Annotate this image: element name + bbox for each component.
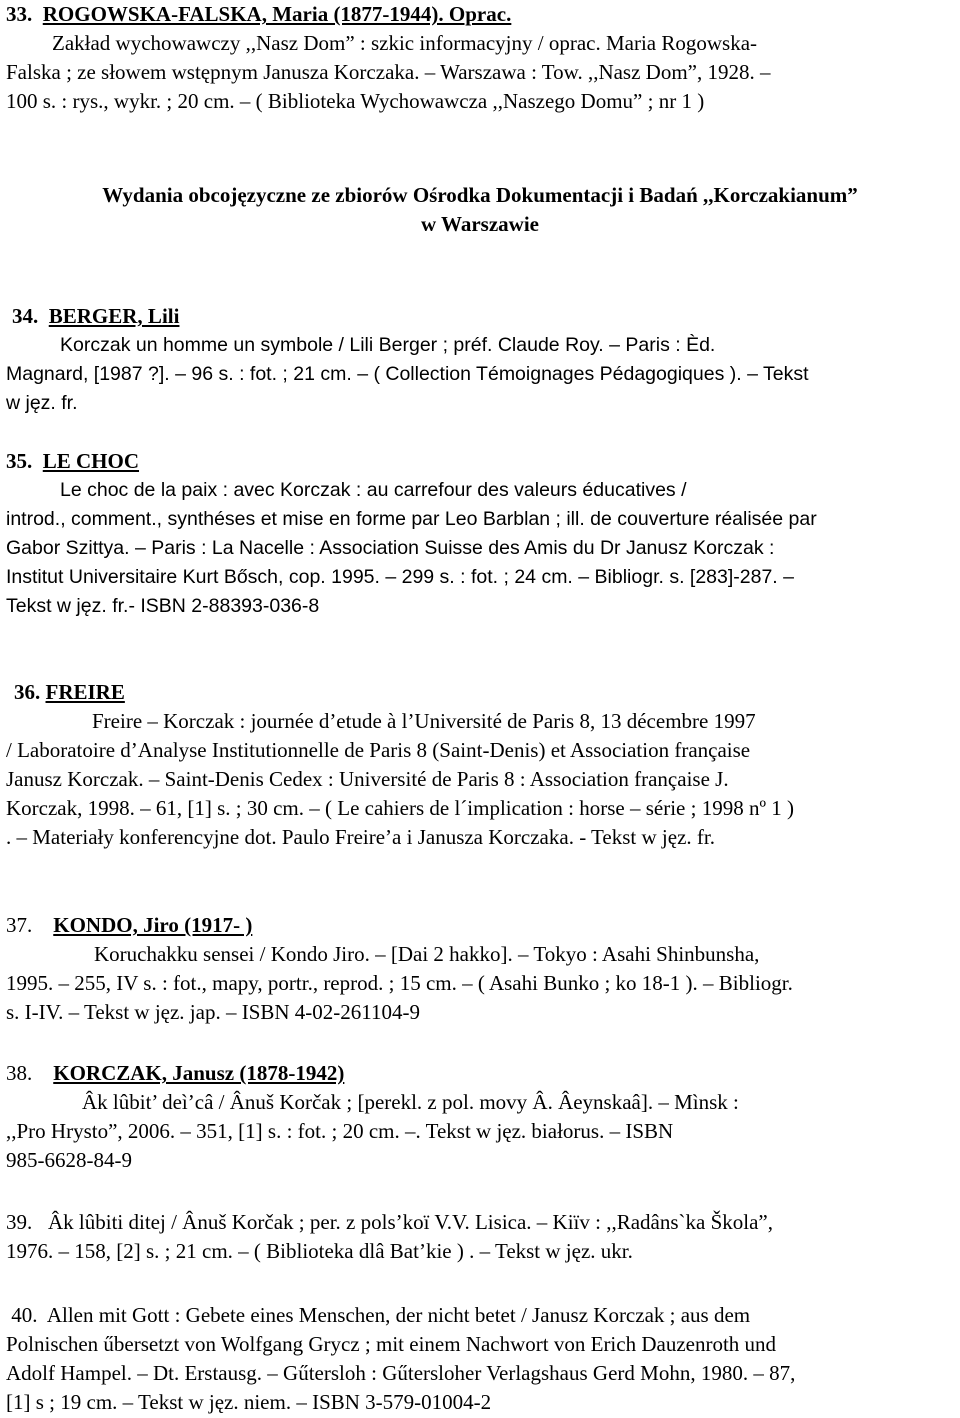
entry-36-line-3: Janusz Korczak. – Saint-Denis Cedex : Université de Paris 8 : Association française J. xyxy=(6,767,729,791)
entry-36-heading-line xyxy=(14,678,125,707)
entry-35-line-3: Gabor Szittya. – Paris : La Nacelle : Association Suisse des Amis du Dr Janusz Korczak : xyxy=(6,537,775,559)
entry-38-line-3: 985-6628-84-9 xyxy=(6,1148,132,1172)
entry-39-line-2: 1976. – 158, [2] s. ; 21 cm. – ( Biblioteka dlâ Bat’kie ) . – Tekst w jęz. ukr. xyxy=(6,1239,633,1263)
entry-33-number: 33. xyxy=(6,2,33,26)
entry-40-line-4: [1] s ; 19 cm. – Tekst w jęz. niem. – ISBN 3-579-01004-2 xyxy=(6,1390,492,1414)
entry-34-heading: BERGER, Lili xyxy=(48,304,180,328)
entry-37-heading-line xyxy=(6,911,252,940)
entry-40-line-1: 40. Allen mit Gott : Gebete eines Menschen, der nicht betet / Janusz Korczak ; aus dem xyxy=(6,1303,751,1327)
entry-33-heading-line xyxy=(6,0,511,29)
entry-37-line-2: 1995. – 255, IV s. : fot., mapy, portr., reprod. ; 15 cm. – ( Asahi Bunko ; ko 18-1 ). – Bibliogr. xyxy=(6,971,793,995)
entry-38-line-1: Âk lûbit’ deì’câ / Ânuš Korčak ; [perekl. z pol. movy Â. Âeynskaâ]. – Mìnsk : xyxy=(82,1090,739,1114)
entry-33-line-3: 100 s. : rys., wykr. ; 20 cm. – ( Biblioteka Wychowawcza ,,Naszego Domu” ; nr 1 ) xyxy=(6,89,705,113)
entry-33-line-2: Falska ; ze słowem wstępnym Janusza Korczaka. – Warszawa : Tow. ,,Nasz Dom”, 1928. – xyxy=(6,60,771,84)
entry-40-line-2: Polnischen űbersetzt von Wolfgang Grycz ; mit einem Nachwort von Erich Dauzenroth und xyxy=(6,1332,777,1356)
entry-35-line-5: Tekst w jęz. fr.- ISBN 2-88393-036-8 xyxy=(6,595,320,617)
entry-36-line-1: Freire – Korczak : journée d’etude à l’Université de Paris 8, 13 décembre 1997 xyxy=(92,709,756,733)
entry-38-heading: KORCZAK, Janusz (1878-1942) xyxy=(53,1061,345,1085)
entry-36-line-5: . – Materiały konferencyjne dot. Paulo Freire’a i Janusza Korczaka. - Tekst w jęz. fr. xyxy=(6,825,715,849)
entry-36-heading: FREIRE xyxy=(45,680,125,704)
entry-37-line-3: s. I-IV. – Tekst w jęz. jap. – ISBN 4-02-261104-9 xyxy=(6,1000,421,1024)
entry-35-number: 35. xyxy=(6,449,33,473)
entry-36-number: 36. xyxy=(14,680,41,704)
entry-40-line-3: Adolf Hampel. – Dt. Erstausg. – Gűtersloh : Gűtersloher Verlagshaus Gerd Mohn, 1980. – 87, xyxy=(6,1361,796,1385)
entry-35-line-2: introd., comment., synthéses et mise en forme par Leo Barblan ; ill. de couverture réalisée par xyxy=(6,508,817,530)
entry-36-line-2: / Laboratoire d’Analyse Institutionnelle de Paris 8 (Saint-Denis) et Association française xyxy=(6,738,751,762)
entry-37-number: 37. xyxy=(6,913,33,937)
entry-34-heading-line xyxy=(12,302,179,331)
entry-33-heading: ROGOWSKA-FALSKA, Maria (1877-1944). Oprac. xyxy=(42,2,512,26)
entry-35-heading-line xyxy=(6,447,139,476)
entry-34-line-2: Magnard, [1987 ?]. – 96 s. : fot. ; 21 cm. – ( Collection Témoignages Pédagogiques ). – Tekst xyxy=(6,363,809,385)
entry-34-line-3: w jęz. fr. xyxy=(6,392,78,414)
entry-38-heading-line xyxy=(6,1059,344,1088)
entry-38-number: 38. xyxy=(6,1061,33,1085)
entry-35-line-4: Institut Universitaire Kurt Bősch, cop. 1995. – 299 s. : fot. ; 24 cm. – Bibliogr. s. [283]-287. – xyxy=(6,566,794,588)
entry-38-line-2: ,,Pro Hrysto”, 2006. – 351, [1] s. : fot. ; 20 cm. –. Tekst w jęz. białorus. – ISBN xyxy=(6,1119,674,1143)
section-heading-line-1: Wydania obcojęzyczne ze zbiorów Ośrodka Dokumentacji i Badań ,,Korczakianum” xyxy=(102,183,858,207)
entry-35-heading: LE CHOC xyxy=(42,449,140,473)
section-heading-line-2: w Warszawie xyxy=(420,212,539,236)
entry-39-line-1: 39. Âk lûbiti ditej / Ânuš Korčak ; per. z pols’koï V.V. Lisica. – Kiïv : ,,Radâns`ka Škola”, xyxy=(6,1210,774,1234)
entry-33-line-1: Zakład wychowawczy ,,Nasz Dom” : szkic informacyjny / oprac. Maria Rogowska- xyxy=(52,31,758,55)
entry-37-line-1: Koruchakku sensei / Kondo Jiro. – [Dai 2 hakko]. – Tokyo : Asahi Shinbunsha, xyxy=(94,942,760,966)
entry-34-line-1: Korczak un homme un symbole / Lili Berger ; préf. Claude Roy. – Paris : Èd. xyxy=(60,334,716,356)
entry-36-line-4: Korczak, 1998. – 61, [1] s. ; 30 cm. – ( Le cahiers de l´implication : horse – série ; 1998 nº 1 ) xyxy=(6,796,794,820)
entry-35-line-1: Le choc de la paix : avec Korczak : au carrefour des valeurs éducatives / xyxy=(60,479,687,501)
entry-34-number: 34. xyxy=(12,304,39,328)
entry-37-heading: KONDO, Jiro (1917- ) xyxy=(53,913,253,937)
